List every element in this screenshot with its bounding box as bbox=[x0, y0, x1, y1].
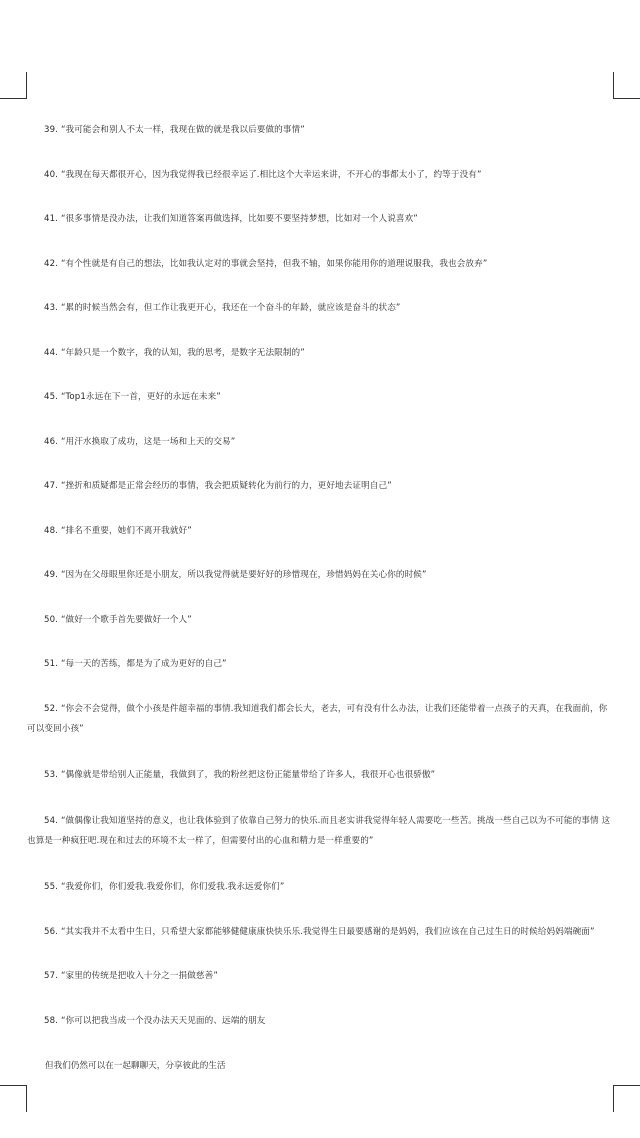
quote-number: 42. bbox=[44, 259, 58, 269]
quote-item bbox=[27, 811, 613, 851]
quote-item bbox=[27, 565, 613, 585]
quote-number: 43. bbox=[44, 303, 58, 313]
quote-text: “我可能会和别人不太一样，我现在做的就是我以后要做的事情” bbox=[60, 125, 305, 135]
quote-item bbox=[27, 254, 613, 274]
crop-mark-top-left bbox=[0, 72, 27, 99]
quote-number: 48. bbox=[44, 526, 58, 536]
quote-item bbox=[27, 120, 613, 140]
quote-text: “我爱你们，你们爱我.我爱你们，你们爱我.我永远爱你们” bbox=[60, 882, 285, 892]
quote-number: 39. bbox=[44, 125, 58, 135]
quote-text: “做偶像让我知道坚持的意义，也让我体验到了依靠自己努力的快乐.而且老实讲我觉得年轻人需要吃一些苦。挑战一些自己以为不可能的事情 这也算是一种疯狂吧.现在和过去的环境不太一样了，但需要付出的心血和精力是一样重要的” bbox=[27, 816, 611, 846]
quote-number: 50. bbox=[44, 615, 58, 625]
quote-item bbox=[27, 765, 613, 785]
quote-text: “累的时候当然会有，但工作让我更开心，我还在一个奋斗的年龄，就应该是奋斗的状态” bbox=[60, 303, 401, 313]
quote-number: 52. bbox=[44, 704, 58, 714]
quote-text: “你可以把我当成一个没办法天天见面的、远端的朋友 bbox=[60, 1016, 266, 1026]
quote-number: 46. bbox=[44, 437, 58, 447]
quote-item bbox=[27, 476, 613, 496]
quote-text: “排名不重要，她们不离开我就好” bbox=[60, 526, 192, 536]
quote-item bbox=[27, 343, 613, 363]
quote-item bbox=[27, 610, 613, 630]
quote-text: “家里的传统是把收入十分之一捐做慈善” bbox=[60, 971, 218, 981]
quote-text: “做好一个歌手首先要做好一个人” bbox=[60, 615, 192, 625]
quote-number: 51. bbox=[44, 659, 58, 669]
quote-number: 57. bbox=[44, 971, 58, 981]
quote-text: “偶像就是带给别人正能量，我做到了，我的粉丝把这份正能量带给了许多人，我很开心也很骄傲” bbox=[60, 770, 436, 780]
quote-text: “你会不会觉得，做个小孩是件超幸福的事情.我知道我们都会长大，老去，可有没有什么办法，让我们还能带着一点孩子的天真，在我面前，你可以变回小孩” bbox=[27, 704, 608, 734]
quote-item bbox=[27, 877, 613, 897]
quote-item bbox=[27, 966, 613, 986]
quote-text: “挫折和质疑都是正常会经历的事情，我会把质疑转化为前行的力，更好地去证明自己” bbox=[60, 481, 392, 491]
quote-continuation: 但我们仍然可以在一起聊聊天，分享彼此的生活 bbox=[45, 1061, 226, 1071]
quote-text: “其实我并不太看中生日，只希望大家都能够健健康康快快乐乐.我觉得生日最要感谢的是妈妈，我们应该在自己过生日的时候给妈妈端碗面” bbox=[60, 927, 595, 937]
quote-item bbox=[27, 387, 613, 407]
quote-number: 44. bbox=[44, 348, 58, 358]
quote-text: “Top1永远在下一首，更好的永远在未来” bbox=[60, 392, 221, 402]
quote-item bbox=[27, 699, 613, 739]
quote-item bbox=[27, 1011, 613, 1031]
crop-mark-bottom-left bbox=[0, 1085, 27, 1112]
quote-number: 45. bbox=[44, 392, 58, 402]
quote-number: 49. bbox=[44, 570, 58, 580]
quote-item bbox=[27, 298, 613, 318]
quote-item bbox=[27, 165, 613, 185]
quote-number: 47. bbox=[44, 481, 58, 491]
quote-text: “年龄只是一个数字，我的认知，我的思考，是数字无法限制的” bbox=[60, 348, 305, 358]
quote-text: “每一天的苦练，都是为了成为更好的自己” bbox=[60, 659, 227, 669]
quote-text: “有个性就是有自己的想法，比如我认定对的事就会坚持，但我不轴，如果你能用你的道理说服我，我也会放弃” bbox=[60, 259, 488, 269]
quote-item bbox=[27, 209, 613, 229]
quote-number: 54. bbox=[44, 816, 58, 826]
quote-number: 58. bbox=[44, 1016, 58, 1026]
crop-mark-bottom-right bbox=[613, 1085, 640, 1112]
quote-item bbox=[27, 521, 613, 541]
quote-item bbox=[27, 922, 613, 942]
quote-text: “因为在父母眼里你还是小朋友，所以我觉得就是要好好的珍惜现在，珍惜妈妈在关心你的时候” bbox=[60, 570, 427, 580]
quote-text: “我现在每天都很开心，因为我觉得我已经很幸运了.相比这个大幸运来讲，不开心的事都太小了，约等于没有” bbox=[60, 170, 482, 180]
quote-item bbox=[27, 432, 613, 452]
crop-mark-top-right bbox=[613, 72, 640, 99]
quote-number: 53. bbox=[44, 770, 58, 780]
quote-number: 41. bbox=[44, 214, 58, 224]
quote-number: 40. bbox=[44, 170, 58, 180]
quote-text: “用汗水换取了成功，这是一场和上天的交易” bbox=[60, 437, 236, 447]
quote-number: 56. bbox=[44, 927, 58, 937]
quote-item bbox=[27, 654, 613, 674]
quote-text: “很多事情是没办法，让我们知道答案再做选择，比如要不要坚持梦想，比如对一个人说喜欢” bbox=[60, 214, 418, 224]
quote-number: 55. bbox=[44, 882, 58, 892]
